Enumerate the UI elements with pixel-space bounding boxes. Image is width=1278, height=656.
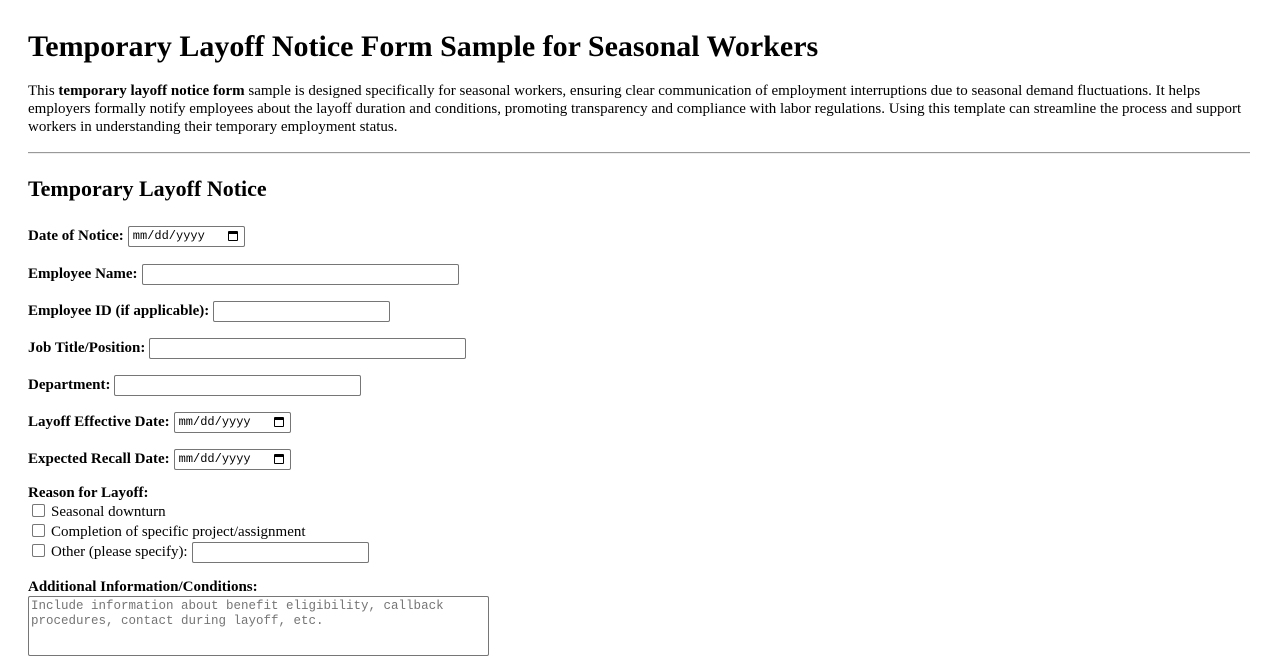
employee-name-label: Employee Name: (28, 265, 138, 282)
reason-option-project[interactable] (28, 522, 1250, 542)
layoff-effective-date-label: Layoff Effective Date: (28, 413, 170, 430)
department-label: Department: (28, 376, 111, 393)
employee-name-input[interactable] (142, 264, 459, 285)
reason-option-seasonal[interactable] (28, 502, 1250, 522)
expected-recall-date-input[interactable] (174, 449, 291, 470)
employee-id-input[interactable] (213, 301, 390, 322)
calendar-icon[interactable] (274, 454, 284, 464)
intro-bold: temporary layoff notice form (58, 83, 245, 99)
reason-option-other[interactable] (28, 542, 1250, 562)
date-placeholder: mm/dd/yyyy (178, 452, 251, 466)
page-title: Temporary Layoff Notice Form Sample for Seasonal Workers (28, 30, 819, 63)
checkbox[interactable] (32, 544, 45, 557)
job-title-label: Job Title/Position: (28, 339, 146, 356)
intro-suffix: sample is designed specifically for seasonal workers, ensuring clear communication of employment interruptions due to seasonal demand fluctuations. It helps employers formally notify employees about the layoff duration and conditions, promoting transparency and compliance with labor regulations. Using this template can streamline the process and support workers in understanding their temporary employment status. (28, 83, 1242, 135)
job-title-input[interactable] (149, 338, 466, 359)
department-input[interactable] (114, 375, 361, 396)
date-of-notice-input[interactable] (128, 226, 245, 247)
intro-paragraph (28, 82, 1250, 136)
layoff-effective-date-input[interactable] (174, 412, 291, 433)
intro-prefix: This (28, 83, 59, 99)
date-of-notice-label: Date of Notice: (28, 227, 124, 244)
layoff-effective-date-row (28, 411, 1250, 433)
checkbox[interactable] (32, 504, 45, 517)
employee-name-row (28, 263, 1250, 285)
job-title-row (28, 337, 1250, 359)
additional-info-textarea[interactable]: Include information about benefit eligibility, callback procedures, contact during layoff, etc. (28, 596, 489, 656)
additional-info-label: Additional Information/Conditions: (28, 579, 258, 595)
option-label: Completion of specific project/assignment (51, 523, 306, 540)
option-label: Other (please specify): (51, 543, 188, 560)
employee-id-row (28, 300, 1250, 322)
form-heading: Temporary Layoff Notice (28, 176, 267, 201)
calendar-icon[interactable] (228, 231, 238, 241)
expected-recall-date-label: Expected Recall Date: (28, 450, 170, 467)
option-label: Seasonal downturn (51, 503, 166, 520)
reason-label: Reason for Layoff: (28, 485, 149, 501)
other-reason-input[interactable] (192, 542, 369, 563)
divider (28, 152, 1250, 154)
calendar-icon[interactable] (274, 417, 284, 427)
employee-id-label: Employee ID (if applicable): (28, 302, 210, 319)
date-placeholder: mm/dd/yyyy (178, 415, 251, 429)
date-of-notice-row (28, 225, 1250, 247)
date-placeholder: mm/dd/yyyy (132, 229, 205, 243)
checkbox[interactable] (32, 524, 45, 537)
department-row (28, 374, 1250, 396)
expected-recall-date-row (28, 448, 1250, 470)
